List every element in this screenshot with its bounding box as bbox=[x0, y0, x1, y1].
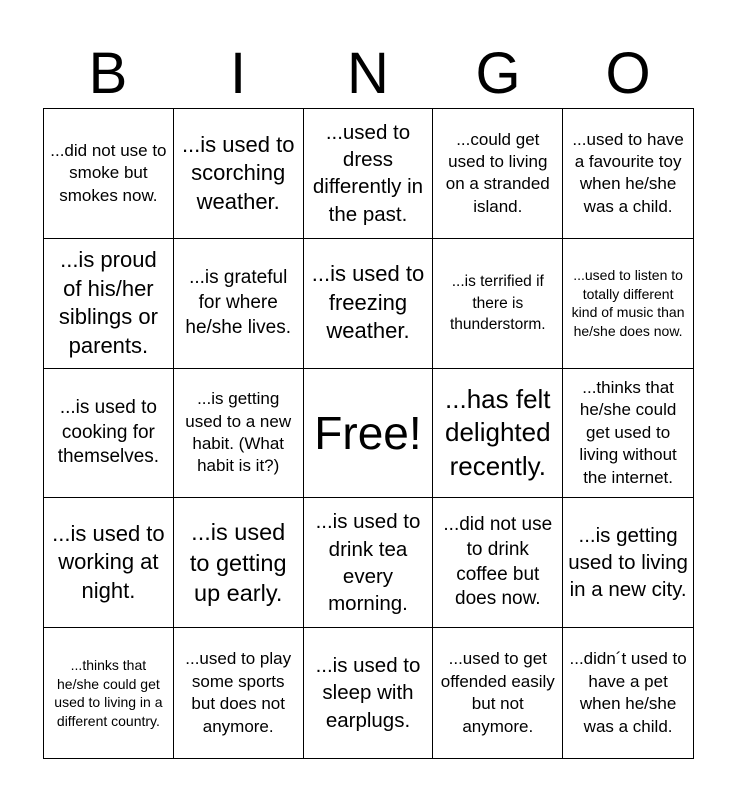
free-text: Free! bbox=[314, 406, 422, 459]
bingo-cell[interactable] bbox=[304, 109, 434, 239]
cell-text: ...is used to freezing weather. bbox=[311, 261, 425, 344]
cell-text: ...did not use to smoke but smokes now. bbox=[50, 140, 167, 205]
bingo-cell[interactable] bbox=[174, 369, 304, 499]
bingo-cell[interactable] bbox=[44, 628, 174, 758]
bingo-cell[interactable] bbox=[433, 369, 563, 499]
bingo-cell[interactable] bbox=[433, 109, 563, 239]
cell-text: ...is grateful for where he/she lives. bbox=[185, 267, 291, 338]
bingo-cell[interactable] bbox=[563, 369, 693, 499]
header-letter-i: I bbox=[229, 41, 247, 106]
cell-text: ...is getting used to a new habit. (What habit is it?) bbox=[185, 389, 292, 476]
bingo-cell[interactable] bbox=[44, 109, 174, 239]
header-letter-o: O bbox=[605, 41, 651, 106]
cell-text: ...did not use to drink coffee but does now. bbox=[443, 514, 553, 610]
bingo-cell[interactable] bbox=[44, 369, 174, 499]
cell-text: ...is used to getting up early. bbox=[189, 518, 287, 607]
cell-text: ...is used to cooking for themselves. bbox=[57, 396, 160, 468]
bingo-cell[interactable] bbox=[563, 498, 693, 628]
cell-text: ...is used to working at night. bbox=[52, 520, 165, 604]
bingo-cell[interactable] bbox=[174, 498, 304, 628]
cell-text: ...is proud of his/her siblings or parents. bbox=[58, 247, 158, 358]
bingo-cell[interactable] bbox=[174, 109, 304, 239]
bingo-cell[interactable] bbox=[304, 498, 434, 628]
cell-text: ...is used to sleep with earplugs. bbox=[315, 654, 421, 732]
bingo-cell[interactable] bbox=[44, 239, 174, 369]
cell-text: ...is used to scorching weather. bbox=[181, 131, 295, 214]
cell-text: ...didn´t used to have a pet when he/she was a child. bbox=[569, 649, 687, 736]
cell-text: ...used to have a favourite toy when he/she was a child. bbox=[572, 129, 684, 216]
bingo-cell[interactable] bbox=[44, 498, 174, 628]
cell-text: ...thinks that he/she could get used to living in a different country. bbox=[54, 657, 163, 729]
header-letter-b: B bbox=[88, 41, 128, 106]
cell-text: ...used to listen to totally different kind of music than he/she does now. bbox=[571, 267, 685, 339]
bingo-cell[interactable] bbox=[304, 628, 434, 758]
bingo-cell[interactable] bbox=[433, 239, 563, 369]
cell-text: ...could get used to living on a stranded island. bbox=[445, 129, 550, 216]
bingo-board bbox=[43, 108, 694, 759]
bingo-cell[interactable] bbox=[433, 498, 563, 628]
cell-text: ...is used to drink tea every morning. bbox=[315, 510, 421, 616]
cell-text: ...is getting used to living in a new city. bbox=[568, 523, 688, 602]
cell-text: ...used to dress differently in the past. bbox=[312, 120, 424, 226]
bingo-header bbox=[43, 40, 693, 108]
bingo-cell[interactable] bbox=[433, 628, 563, 758]
free-cell[interactable] bbox=[304, 369, 434, 499]
cell-text: ...thinks that he/she could get used to living without the internet. bbox=[579, 377, 677, 487]
bingo-cell[interactable] bbox=[563, 239, 693, 369]
bingo-cell[interactable] bbox=[174, 239, 304, 369]
bingo-cell[interactable] bbox=[174, 628, 304, 758]
header-letter-g: G bbox=[475, 41, 521, 106]
cell-text: ...used to get offended easily but not anymore. bbox=[440, 649, 555, 736]
bingo-cell[interactable] bbox=[563, 628, 693, 758]
cell-text: ...is terrified if there is thunderstorm. bbox=[449, 273, 546, 333]
bingo-cell[interactable] bbox=[304, 239, 434, 369]
header-letter-n: N bbox=[347, 41, 389, 106]
cell-text: ...used to play some sports but does not anymore. bbox=[185, 649, 292, 736]
bingo-cell[interactable] bbox=[563, 109, 693, 239]
cell-text: ...has felt delighted recently. bbox=[445, 384, 551, 481]
